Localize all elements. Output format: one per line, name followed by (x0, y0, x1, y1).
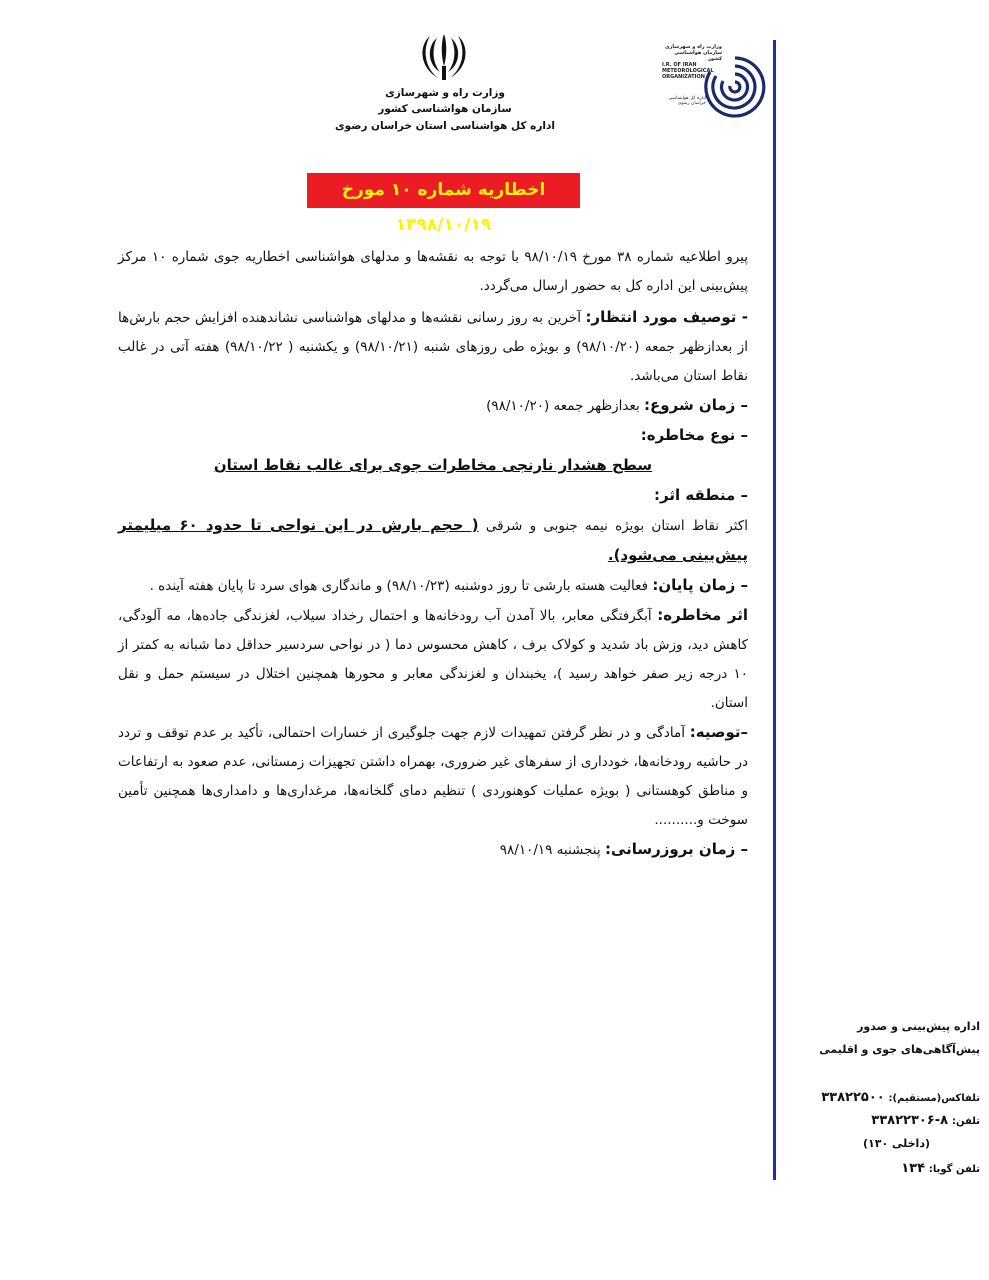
logo-text-en-1: I.R. OF IRAN (662, 62, 697, 68)
warning-level-line (118, 451, 748, 481)
impact-area-paragraph (118, 511, 748, 571)
logo-text-en-2: METEOROLOGICAL (662, 68, 714, 74)
hazard-effect-label: اثر مخاطره: (657, 606, 748, 624)
start-time-label: – زمان شروع: (644, 396, 748, 414)
start-time-line (118, 391, 748, 421)
warning-body (118, 243, 748, 865)
end-time-text: فعالیت هسته بارشی تا روز دوشنبه (۹۸/۱۰/۲۳) و ماندگاری هوای سرد تا پایان هفته آینده . (149, 578, 649, 594)
footer-voice-line (780, 1161, 980, 1176)
fax-label: تلفاکس(مستقیم): (888, 1093, 980, 1104)
logo-text-block (662, 44, 722, 80)
iran-emblem-icon (418, 30, 470, 84)
fax-value: ۳۳۸۲۲۵۰۰ (821, 1090, 885, 1105)
impact-area-emphasis: ( حجم بارش در این نواحی تا حدود ۶۰ میلیمتر پیش‌بینی می‌شود). (118, 516, 748, 564)
update-time-text: پنجشنبه ۹۸/۱۰/۱۹ (499, 842, 601, 858)
impact-area-label: – منطقه اثر: (654, 486, 748, 504)
footer-fax-line (780, 1090, 980, 1105)
warning-level: سطح هشدار نارنجی مخاطرات جوی برای غالب نقاط استان (213, 456, 653, 474)
logo-text-fa-2: سازمان هواشناسی کشور (674, 50, 722, 62)
description-paragraph (118, 303, 748, 391)
warning-title: اخطاریه شماره ۱۰ مورخ ۱۳۹۸/۱۰/۱۹ (307, 173, 580, 208)
update-time-line (118, 835, 748, 865)
hazard-effect-text: آبگرفتگی معابر، بالا آمدن آب رودخانه‌ها و احتمال رخداد سیلاب، لغزندگی جاده‌ها، مه آلودگی، کاهش دید، وزش باد شدید و کولاک برف ، کاهش محسوس دما ( در نواحی سردسیر حداقل دما شبانه به کمتر از ۱۰ درجه زیر صفر خواهد رسید )، یخبندان و لغزندگی معابر و محورها همچنین اختلال در سیستم حمل و نقل استان. (118, 608, 748, 711)
hazard-type-line (118, 421, 748, 451)
footer-extension: (داخلی ۱۳۰) (862, 1137, 930, 1150)
vertical-rule (773, 40, 776, 1180)
recommendation-text: آمادگی و در نظر گرفتن تمهیدات لازم جهت جلوگیری از خسارات احتمالی، تأکید بر عدم توقف و تردد در حاشیه رودخانه‌ها، خودداری از سفرهای غیر ضروری، بهمراه داشتن تجهیزات زمستانی، عدم صعود به ارتفاعات و مناطق کوهستانی ( بویژه عملیات کوهنوردی ) تنظیم دمای گلخانه‌ها، مرغداری‌ها و دامداری‌ها همچنین تأمین سوخت و.......... (118, 725, 748, 828)
ministry-name: وزارت راه و شهرسازی (385, 87, 505, 99)
impact-area-text: اکثر نقاط استان بویژه نیمه جنوبی و شرقی (485, 518, 748, 534)
organization-name: سازمان هواشناسی کشور (378, 103, 512, 115)
description-label: - توصیف مورد انتظار: (585, 308, 748, 326)
impact-area-label-line (118, 481, 748, 511)
logo-small-text: اداره کل هواشناسی خراسان رضوی (668, 96, 706, 106)
update-time-label: – زمان بروزرسانی: (604, 840, 748, 858)
end-time-line (118, 571, 748, 601)
footer-phone-line (780, 1113, 980, 1128)
logo-text-fa-1: وزارت راه و شهرسازی (664, 44, 722, 50)
phone-label: تلفن: (951, 1116, 980, 1127)
end-time-label: – زمان پایان: (652, 576, 748, 594)
description-text: آخرین به روز رسانی نقشه‌ها و مدلهای هواشناسی نشاندهنده افزایش حجم بارش‌ها از بعدازظهر جمعه (۹۸/۱۰/۲۰) و بویژه طی روزهای شنبه (۹۸/۱۰/۲۱) و یکشنبه ( ۹۸/۱۰/۲۲) هفته آتی در غالب نقاط استان می‌باشد. (118, 310, 748, 384)
office-name: اداره کل هواشناسی استان خراسان رضوی (335, 120, 555, 132)
footer-dept-line1: اداره پیش‌بینی و صدور (857, 1020, 980, 1033)
hazard-type-label: – نوع مخاطره: (640, 426, 748, 444)
recommendation-paragraph (118, 718, 748, 835)
logo-text-en-3: ORGANIZATION (662, 74, 705, 80)
footer-dept-line2: پیش‌آگاهی‌های جوی و اقلیمی (819, 1043, 980, 1056)
voice-label: تلفن گویا: (928, 1164, 980, 1175)
start-time-text: بعدازظهر جمعه (۹۸/۱۰/۲۰) (486, 398, 640, 414)
recommendation-label: –توصیه: (689, 723, 748, 741)
phone-value: ۸-۳۳۸۲۲۳۰۶ (871, 1113, 949, 1128)
hazard-effect-paragraph (118, 601, 748, 718)
intro-paragraph: پیرو اطلاعیه شماره ۳۸ مورخ ۹۸/۱۰/۱۹ با توجه به نقشه‌ها و مدلهای هواشناسی اخطاریه جوی شماره ۱۰ مرکز پیش‌بینی این اداره کل به حضور ارسال می‌گردد. (118, 249, 748, 294)
voice-value: ۱۳۴ (901, 1161, 926, 1176)
